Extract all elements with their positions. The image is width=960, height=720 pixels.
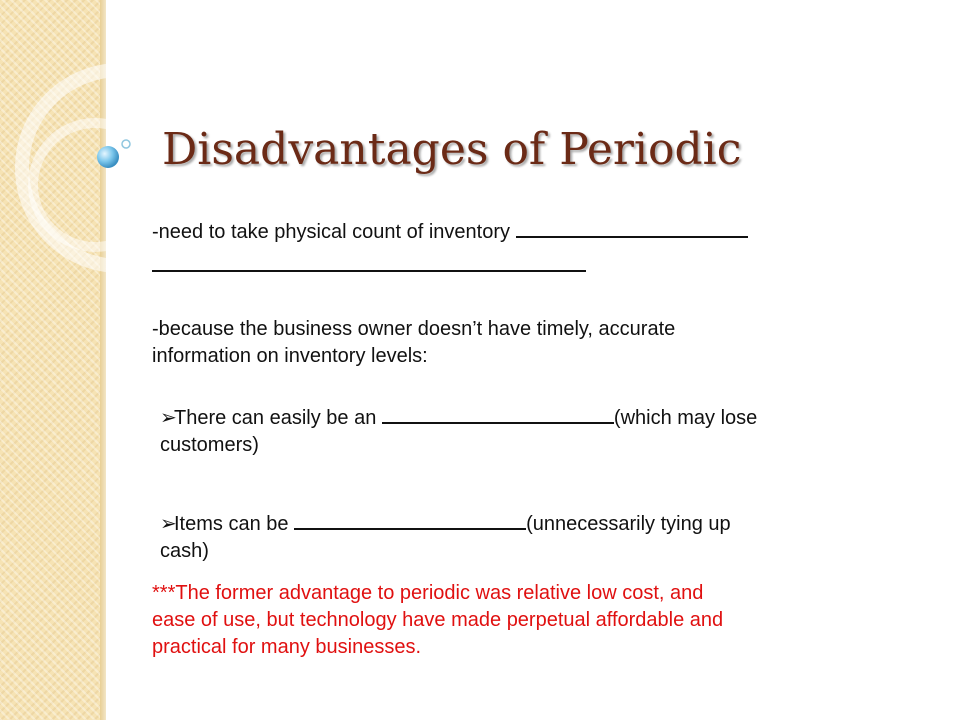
note-line3: practical for many businesses. [152,636,422,658]
bullet-overstock-before: Items can be [174,513,295,535]
fill-in-blank-2 [152,252,586,272]
point-timely-info [152,316,675,370]
bullet-stockout-before: There can easily be an [174,407,382,429]
point-physical-count-text: -need to take physical count of inventory [152,221,516,243]
decorative-ring-inner [33,123,157,247]
bullet-stockout-line2: customers) [160,434,259,456]
note-former-advantage [152,580,723,661]
blue-bubble-icon [97,146,119,168]
note-line2: ease of use, but technology have made perpetual affordable and [152,609,724,631]
arrow-bullet-icon: ➢ [160,407,177,429]
bullet-overstock-line2: cash) [160,540,209,562]
fill-in-blank-4 [294,510,526,530]
small-bubble-icon [122,140,130,148]
arrow-bullet-icon: ➢ [160,513,177,535]
fill-in-blank-3 [382,404,614,424]
fill-in-blank-1 [516,218,748,238]
bullet-overstock-after: (unnecessarily tying up [526,513,731,535]
bullet-stockout [160,404,757,459]
slide-title: Disadvantages of Periodic [162,124,742,175]
note-line1: ***The former advantage to periodic was relative low cost, and [152,582,704,604]
bullet-stockout-after: (which may lose [613,407,758,429]
point-physical-count [152,218,748,246]
point-timely-info-line2: information on inventory levels: [152,345,428,367]
point-timely-info-line1: -because the business owner doesn’t have timely, accurate [152,318,676,340]
bullet-overstock [160,510,731,565]
